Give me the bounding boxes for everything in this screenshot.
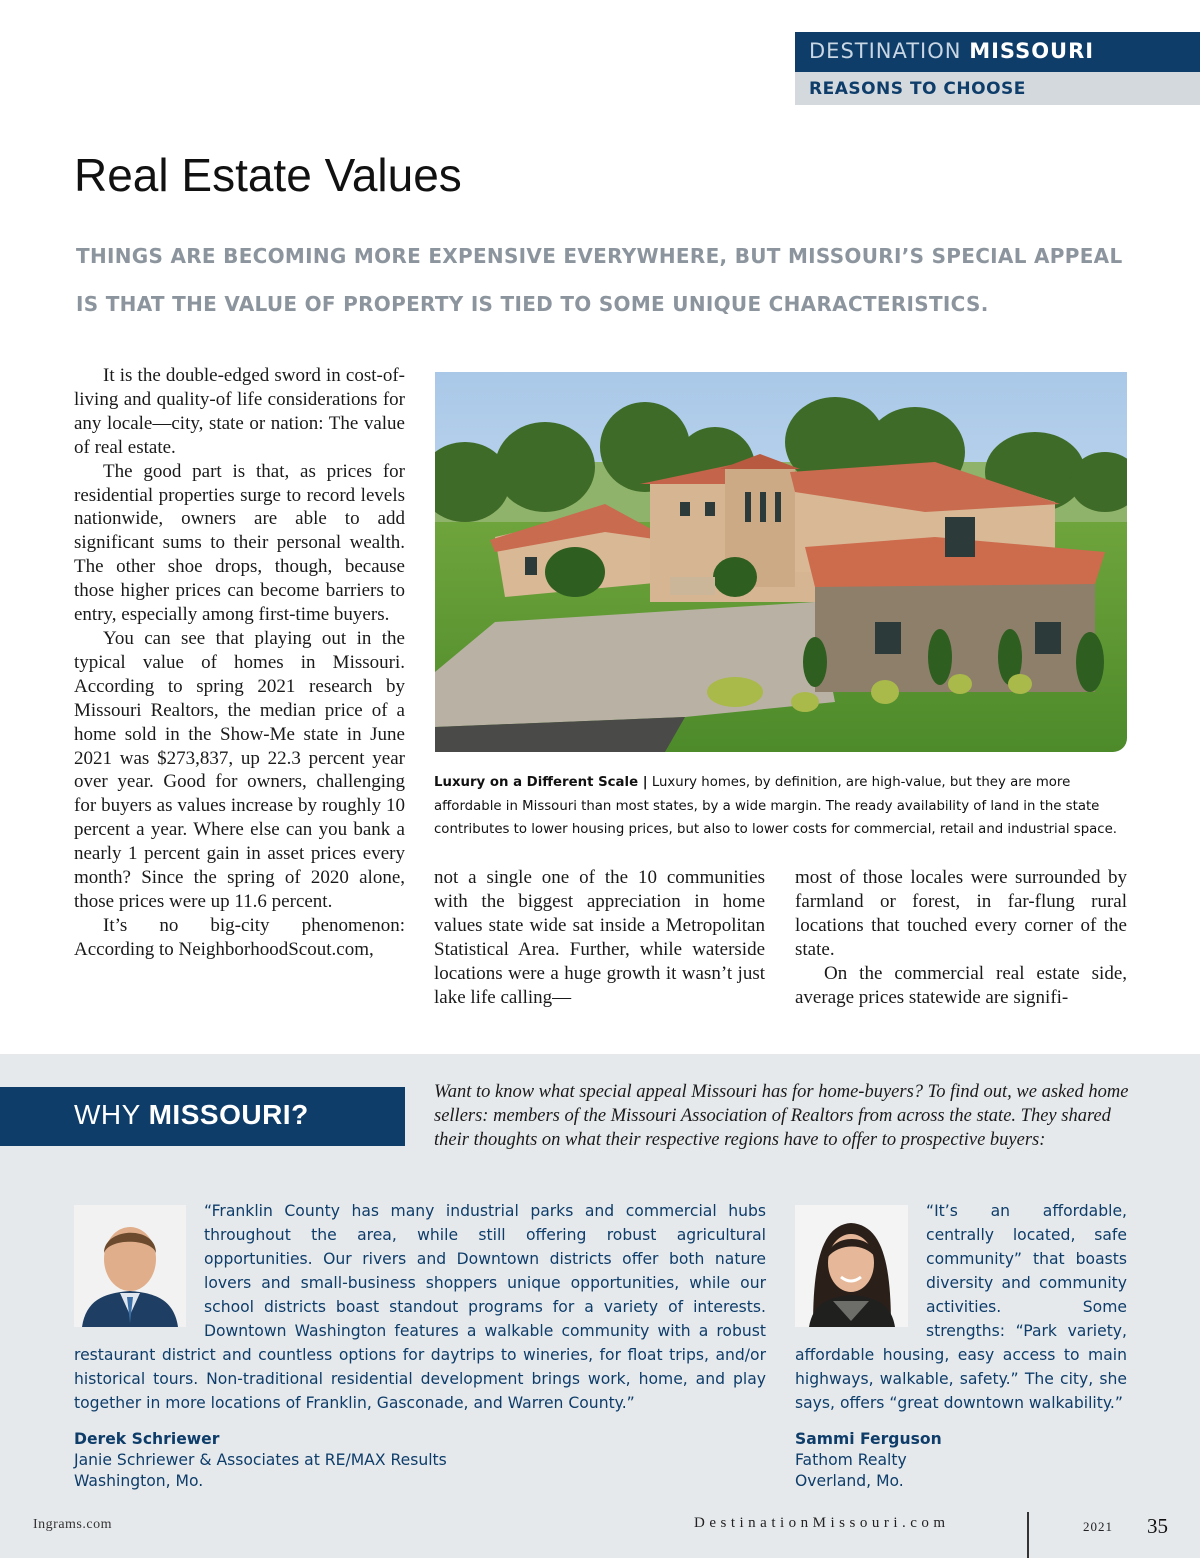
why-intro: Want to know what special appeal Missouri has for home-buyers? To find out, we asked home sellers: members of the Missouri Association of Realtors from across the state. They shared their thoughts on what their respective regions have to offer to prospective buyers:: [434, 1082, 1129, 1150]
caption-title: Luxury on a Different Scale |: [434, 775, 648, 790]
paragraph: not a single one of the 10 communities with the biggest appreciation in home values state wide sat inside a Metropolitan Statistical Area. Further, while waterside locations were a huge growth it wasn’t just lake life calling—: [434, 867, 765, 1008]
footer-website: Ingrams.com: [33, 1517, 112, 1532]
section-name-bold: MISSOURI: [969, 39, 1095, 63]
attribution-location: Overland, Mo.: [795, 1472, 904, 1490]
article-deck: THINGS ARE BECOMING MORE EXPENSIVE EVERYWHERE, BUT MISSOURI’S SPECIAL APPEAL IS THAT THE VALUE OF PROPERTY IS TIED TO SOME UNIQUE CHARACTERISTICS.: [76, 244, 1123, 316]
house-photo: [435, 372, 1127, 752]
portrait-derek: [74, 1205, 186, 1327]
photo-caption: [434, 771, 1134, 842]
caption-text: Luxury homes, by definition, are high-value, but they are more affordable in Missouri than most states, by a wide margin. The ready availability of land in the state contributes to lower housing prices, but also to lower costs for commercial, retail and industrial space.: [434, 775, 1118, 837]
paragraph: The good part is that, as prices for residential properties surge to record levels nationwide, owners are able to add significant sums to their personal wealth. The other shoe drops, though, because those higher prices can become barriers to entry, especially among first-time buyers.: [74, 460, 405, 626]
attribution-name: Derek Schriewer: [74, 1430, 220, 1448]
quote-text: “It’s an affordable, centrally located, safe community” that boasts diversity and community activities. Some strengths: “Park variety, affordable housing, easy access to main highways, walkable, safety.” The city, she says, offers “great downtown walkability.”: [795, 1202, 1127, 1412]
page-number: 35: [1147, 1514, 1168, 1538]
article-title: Real Estate Values: [74, 149, 462, 201]
quote-block-1: [74, 1199, 766, 1415]
paragraph: It’s no big-city phenomenon: According to NeighborhoodScout.com,: [74, 914, 405, 960]
attribution-name: Sammi Ferguson: [795, 1430, 942, 1448]
body-column-1: [74, 364, 405, 962]
banner-bold-text: MISSOURI?: [148, 1099, 309, 1130]
attribution-company: Janie Schriewer & Associates at RE/MAX Results: [74, 1451, 447, 1469]
paragraph: It is the double-edged sword in cost-of-living and quality-of life considerations for any locale—city, state or nation: The value of real estate.: [74, 365, 405, 458]
footer-divider: [1027, 1512, 1029, 1558]
section-header: [795, 32, 1200, 105]
paragraph: On the commercial real estate side, average prices statewide are signifi-: [795, 962, 1127, 1008]
section-name: [795, 32, 1200, 72]
quote-block-2: [795, 1199, 1127, 1415]
paragraph: most of those locales were surrounded by farmland or forest, in far-flung rural locations that touched every corner of the state.: [795, 867, 1127, 960]
attribution-location: Washington, Mo.: [74, 1472, 204, 1490]
body-column-3: [795, 866, 1127, 1009]
footer-year: 2021: [1083, 1519, 1113, 1534]
attribution-1: [74, 1429, 447, 1492]
portrait-sammi: [795, 1205, 908, 1327]
section-name-light: DESTINATION: [809, 39, 962, 63]
quote-text: “Franklin County has many industrial parks and commercial hubs throughout the area, while still offering robust agricultural opportunities. Our rivers and Downtown districts offer both nature lovers and small-business shoppers unique opportunities, while our school districts boast standout programs for a variety of interests. Downtown Washington features a walkable community with a robust restaurant district and countless options for daytrips to wineries, for float trips, and/or historical tours. Non-traditional residential development brings work, home, and play together in more locations of Franklin, Gasconade, and Warren County.”: [74, 1202, 766, 1412]
banner-light-text: WHY: [74, 1099, 141, 1130]
footer-publication: DestinationMissouri.com: [694, 1515, 950, 1531]
why-missouri-banner: [0, 1087, 405, 1146]
attribution-company: Fathom Realty: [795, 1451, 907, 1469]
attribution-2: [795, 1429, 942, 1492]
paragraph: You can see that playing out in the typical value of homes in Missouri. According to spring 2021 research by Missouri Realtors, the median price of a home sold in the Show-Me state in June 2021 was $273,837, up 22.3 percent year over year. Good for owners, challenging for buyers as values increase by roughly 10 percent a year. Where else can you bank a nearly 1 percent gain in asset prices every month? Since the spring of 2020 alone, those prices were up 11.6 percent.: [74, 627, 405, 912]
subsection-name: REASONS TO CHOOSE: [795, 72, 1200, 105]
body-column-2: [434, 866, 765, 1009]
